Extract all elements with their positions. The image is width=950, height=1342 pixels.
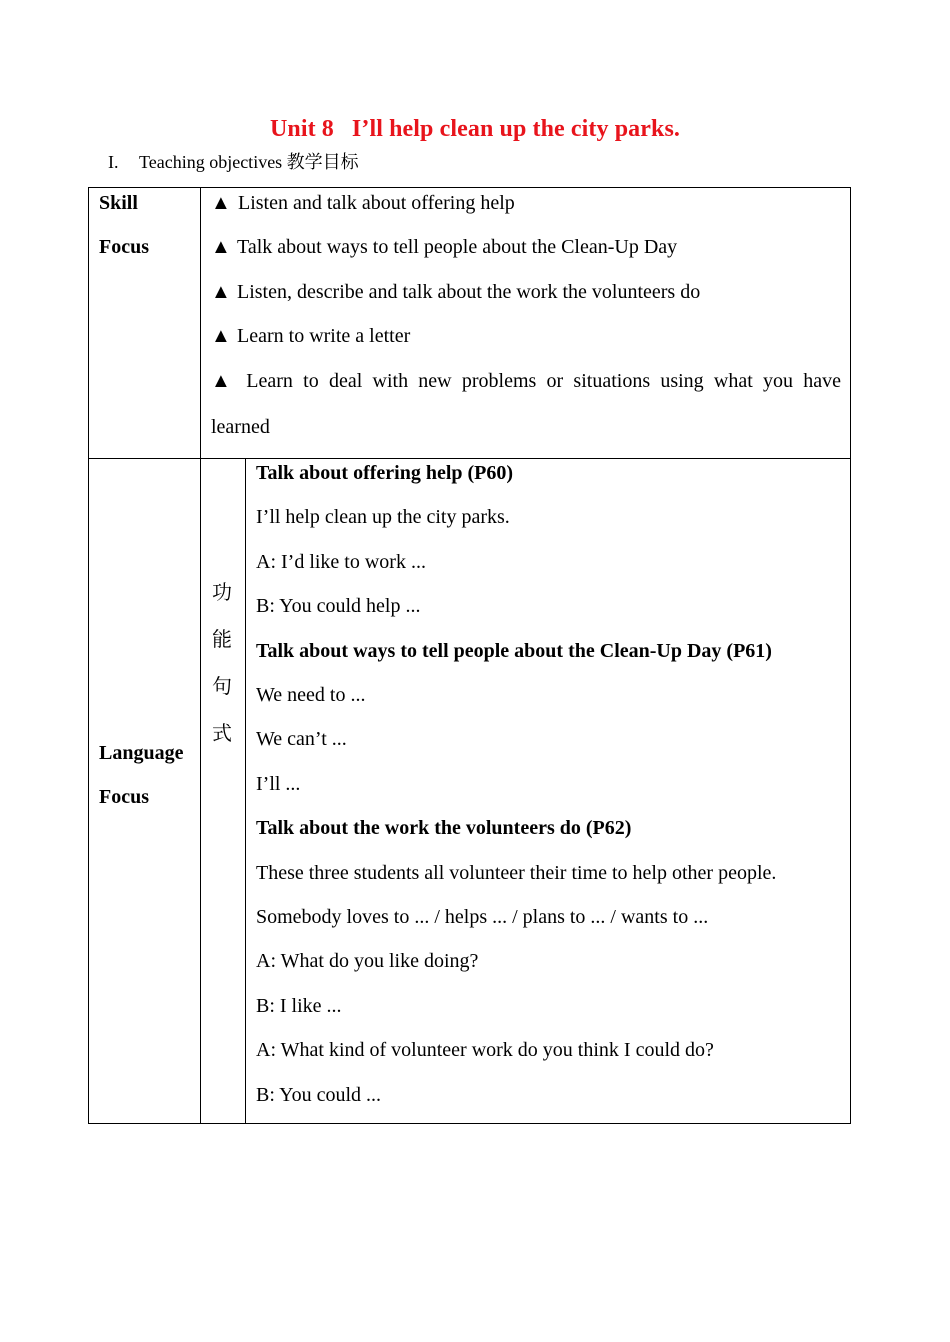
list-item-continuation: learned xyxy=(211,415,270,438)
example-sentence-line: Somebody loves to ... / helps ... / plans to ... / wants to ... xyxy=(256,906,709,929)
example-sentence-line: B: You could ... xyxy=(256,1083,382,1106)
list-item xyxy=(211,359,841,403)
example-sentence-line: We need to ... xyxy=(256,684,366,707)
skill-item-text: Learn to write a letter xyxy=(237,325,411,348)
example-sentence-line: B: You could help ... xyxy=(256,595,421,618)
skill-focus-label xyxy=(99,181,149,270)
example-sentence-line: These three students all volunteer their time to help other people. xyxy=(256,861,777,884)
skill-item-text: Learn to deal with new problems or situations using what you have xyxy=(246,369,842,392)
skill-item-text: Listen, describe and talk about the work the volunteers do xyxy=(237,280,701,303)
language-focus-label-line2: Focus xyxy=(99,786,149,809)
example-sentence-line: A: I’d like to work ... xyxy=(256,550,426,573)
document-title xyxy=(0,116,950,143)
example-sentence-line: A: What kind of volunteer work do you think I could do? xyxy=(256,1039,714,1062)
title-text: I’ll help clean up the city parks. xyxy=(351,116,681,142)
triangle-bullet-icon: ▲ xyxy=(211,369,237,392)
list-item xyxy=(211,270,841,314)
triangle-bullet-icon: ▲ xyxy=(211,236,231,259)
table-border-right xyxy=(850,187,851,1124)
section-heading-line: Talk about the work the volunteers do (P62) xyxy=(256,817,632,840)
section-heading xyxy=(108,148,359,174)
triangle-bullet-icon: ▲ xyxy=(211,280,231,303)
table-column-divider xyxy=(200,187,201,1124)
section-heading-line: Talk about offering help (P60) xyxy=(256,462,514,484)
example-sentence-line: B: I like ... xyxy=(256,994,342,1017)
example-sentence-line: I’ll ... xyxy=(256,772,301,795)
example-sentence-line: A: What do you like doing? xyxy=(256,950,479,973)
sub-label-char: 能 xyxy=(212,629,232,651)
language-focus-label xyxy=(99,731,183,820)
sub-label-char: 式 xyxy=(212,723,232,745)
section-heading-line: Talk about ways to tell people about the Clean-Up Day (P61) xyxy=(256,639,772,662)
table-border-bottom xyxy=(88,1123,851,1124)
language-focus-list xyxy=(256,451,846,1117)
section-title: Teaching objectives 教学目标 xyxy=(139,152,359,172)
function-sentences-label xyxy=(211,570,233,758)
triangle-bullet-icon: ▲ xyxy=(211,192,231,214)
list-item xyxy=(211,181,841,225)
list-item xyxy=(211,314,841,358)
title-unit: Unit 8 xyxy=(269,116,334,142)
sub-label-char: 句 xyxy=(212,676,232,698)
skill-focus-label-line1: Skill xyxy=(99,192,138,214)
table-border-left xyxy=(88,187,89,1124)
triangle-bullet-icon: ▲ xyxy=(211,325,231,348)
list-item xyxy=(211,225,841,269)
table-subcolumn-divider xyxy=(245,458,246,1124)
section-number: I. xyxy=(108,152,119,172)
skill-focus-list xyxy=(211,181,841,449)
example-sentence-line: We can’t ... xyxy=(256,728,347,751)
skill-item-text: Listen and talk about offering help xyxy=(238,192,515,214)
skill-item-text: Talk about ways to tell people about the Clean-Up Day xyxy=(237,236,678,259)
example-sentence-line: I’ll help clean up the city parks. xyxy=(256,506,510,529)
sub-label-char: 功 xyxy=(212,582,232,604)
language-focus-label-line1: Language xyxy=(99,742,184,764)
skill-focus-label-line2: Focus xyxy=(99,236,149,259)
